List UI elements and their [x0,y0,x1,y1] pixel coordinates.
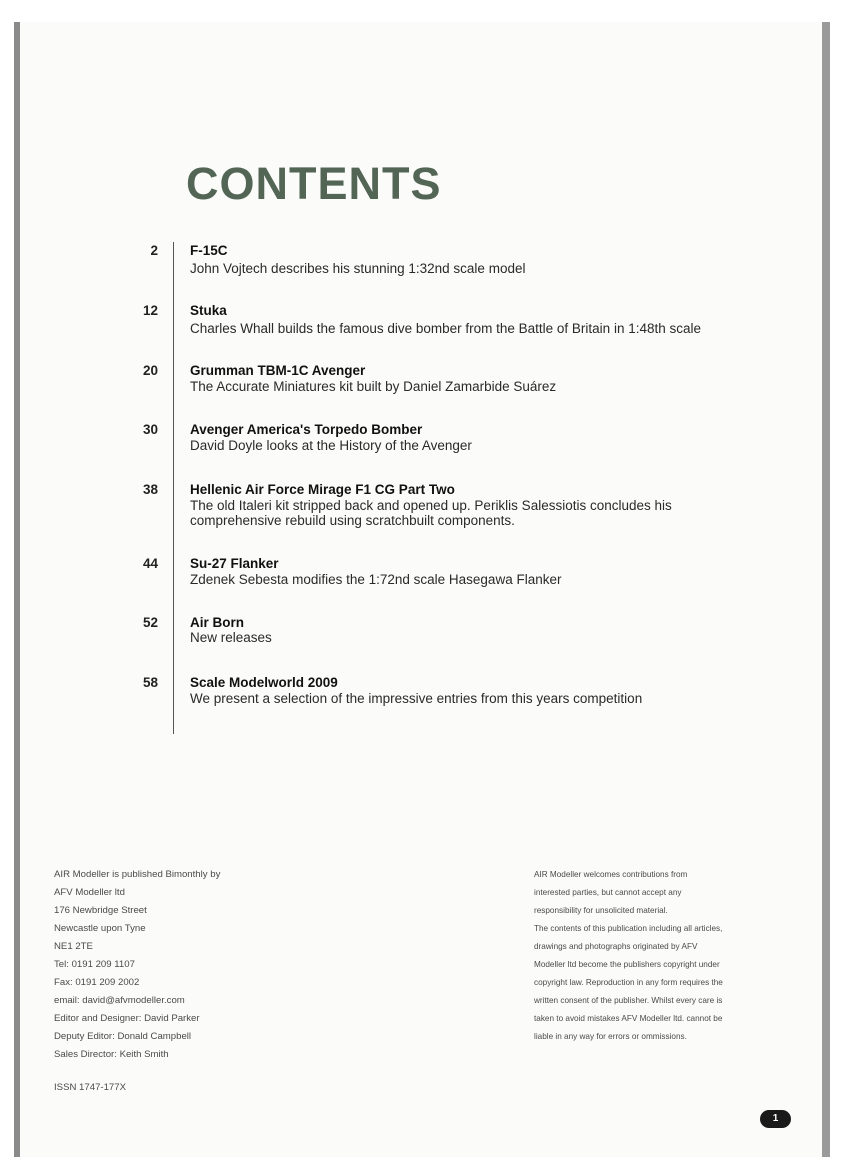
toc-page-number: 12 [142,303,158,318]
notice-line: AIR Modeller welcomes contributions from [534,870,688,879]
toc-article-description: Zdenek Sebesta modifies the 1:72nd scale Hasegawa Flanker [190,572,562,587]
imprint-line: 176 Newbridge Street [54,905,147,916]
toc-article-description: Charles Whall builds the famous dive bomber from the Battle of Britain in 1:48th scale [190,321,702,336]
toc-article-title: Air Born [190,615,244,630]
toc-divider-line [173,242,174,734]
copyright-notice [534,866,766,1046]
toc-article-title: Su-27 Flanker [190,556,279,571]
imprint-email[interactable]: email: david@afvmodeller.com [54,995,185,1006]
toc-page-number: 58 [142,675,158,690]
toc-article-description: John Vojtech describes his stunning 1:32nd scale model [190,261,526,276]
toc-article-title: Hellenic Air Force Mirage F1 CG Part Two [190,482,455,497]
page-title: CONTENTS [186,158,442,209]
toc-article-title: Stuka [190,303,227,318]
scan-margin [0,0,842,22]
imprint-line: Deputy Editor: Donald Campbell [54,1031,192,1042]
toc-page-number: 52 [142,615,158,630]
issn-number: ISSN 1747-177X [54,1082,126,1093]
imprint-line: Fax: 0191 209 2002 [54,977,140,988]
toc-article-description: David Doyle looks at the History of the Avenger [190,438,472,453]
page-number-badge: 1 [760,1110,791,1128]
imprint-line: AFV Modeller ltd [54,887,125,898]
notice-line: drawings and photographs originated by AFV [534,942,698,951]
toc-page-number: 30 [142,422,158,437]
toc-article-description: The Accurate Miniatures kit built by Daniel Zamarbide Suárez [190,379,557,394]
toc-article-description: We present a selection of the impressive entries from this years competition [190,691,643,706]
imprint-line: Editor and Designer: David Parker [54,1013,200,1024]
notice-line: The contents of this publication including all articles, [534,924,723,933]
imprint-line: Tel: 0191 209 1107 [54,959,135,970]
notice-line: copyright law. Reproduction in any form requires the [534,978,723,987]
notice-line: liable in any way for errors or ommissions. [534,1032,687,1041]
toc-page-number: 2 [150,243,158,258]
toc-article-title: F-15C [190,243,228,258]
toc-page-number: 44 [142,556,158,571]
publisher-imprint [54,866,220,1064]
notice-line: written consent of the publisher. Whilst every care is [534,996,723,1005]
imprint-line: AIR Modeller is published Bimonthly by [54,869,221,880]
notice-line: taken to avoid mistakes AFV Modeller ltd. cannot be [534,1014,723,1023]
imprint-line: NE1 2TE [54,941,93,952]
toc-article-description: The old Italeri kit stripped back and opened up. Periklis Salessiotis concludes his comprehensive rebuild using scratchbuilt components. [190,498,672,528]
notice-line: Modeller ltd become the publishers copyright under [534,960,720,969]
toc-article-description: New releases [190,630,272,645]
imprint-line: Sales Director: Keith Smith [54,1049,169,1060]
toc-article-title: Scale Modelworld 2009 [190,675,338,690]
notice-line: responsibility for unsolicited material. [534,906,668,915]
toc-page-number: 38 [142,482,158,497]
toc-article-title: Grumman TBM-1C Avenger [190,363,366,378]
toc-page-number: 20 [142,363,158,378]
notice-line: interested parties, but cannot accept any [534,888,682,897]
imprint-line: Newcastle upon Tyne [54,923,146,934]
toc-article-title: Avenger America's Torpedo Bomber [190,422,423,437]
